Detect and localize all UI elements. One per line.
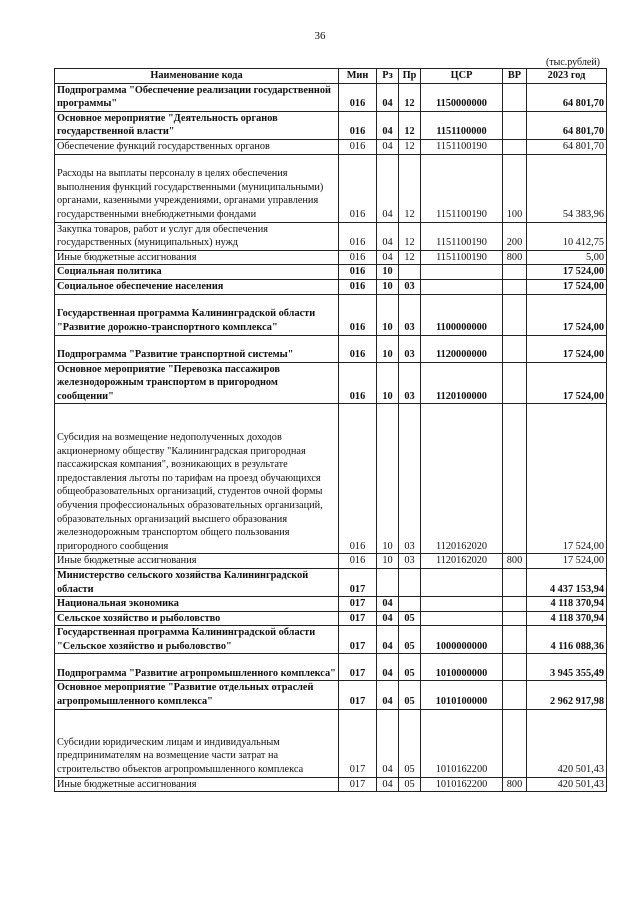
cell-name: Субсидия на возмещение недополученных доходов акционерному обществу "Калининградская пригородная пассажирская компания", возникающих в результате предоставления льготы по тарифам на проезд обучающихся общеобразовательных организаций, студентов очной формы обучения профессиональных образовательных организаций, образовательных организаций высшего образования железнодорожным транспортом общего пользования пригородного сообщения [55,404,339,554]
cell-csr: 1151100190 [421,154,503,222]
cell-name: Подпрограмма "Развитие транспортной системы" [55,335,339,362]
table-body [55,83,607,792]
cell-rz: 04 [377,709,399,777]
cell-csr [421,611,503,626]
cell-sum: 420 501,43 [527,709,607,777]
cell-vr [503,709,527,777]
cell-pr: 03 [399,362,421,404]
cell-sum: 5,00 [527,250,607,265]
table-row [55,626,607,654]
cell-vr: 100 [503,154,527,222]
cell-min: 016 [339,554,377,569]
cell-min: 017 [339,611,377,626]
cell-rz: 04 [377,626,399,654]
cell-csr: 1151100190 [421,222,503,250]
cell-csr: 1151100000 [421,111,503,139]
cell-sum: 17 524,00 [527,294,607,335]
cell-sum: 17 524,00 [527,335,607,362]
header-vr: ВР [503,69,527,84]
cell-pr: 12 [399,250,421,265]
cell-rz: 04 [377,139,399,154]
cell-csr: 1000000000 [421,626,503,654]
cell-csr: 1010162200 [421,777,503,792]
cell-name: Расходы на выплаты персоналу в целях обеспечения выполнения функций государственными (муниципальными) органами, казенными учреждениями, органами управления государственными внебюджетными фондами [55,154,339,222]
cell-vr [503,597,527,612]
cell-csr: 1150000000 [421,83,503,111]
cell-rz: 10 [377,335,399,362]
cell-name: Национальная экономика [55,597,339,612]
cell-csr: 1151100190 [421,139,503,154]
cell-name: Иные бюджетные ассигнования [55,250,339,265]
cell-rz: 04 [377,611,399,626]
cell-min: 016 [339,222,377,250]
cell-vr [503,681,527,709]
table-row [55,139,607,154]
cell-vr [503,139,527,154]
cell-pr: 12 [399,222,421,250]
cell-name: Государственная программа Калининградской области "Сельское хозяйство и рыболовство" [55,626,339,654]
table-row [55,362,607,404]
cell-pr [399,597,421,612]
cell-pr: 05 [399,611,421,626]
cell-name: Основное мероприятие "Развитие отдельных отраслей агропромышленного комплекса" [55,681,339,709]
cell-sum: 4 437 153,94 [527,568,607,596]
cell-name: Обеспечение функций государственных органов [55,139,339,154]
cell-name: Министерство сельского хозяйства Калининградской области [55,568,339,596]
cell-pr: 12 [399,83,421,111]
table-row [55,294,607,335]
cell-pr: 03 [399,404,421,554]
cell-pr: 05 [399,626,421,654]
cell-vr [503,404,527,554]
table-header-row [55,69,607,84]
cell-sum: 4 118 370,94 [527,611,607,626]
cell-name: Субсидии юридическим лицам и индивидуальным предпринимателям на возмещение части затрат на строительство объектов агропромышленного комплекса [55,709,339,777]
cell-rz: 10 [377,404,399,554]
cell-vr [503,265,527,280]
table-row [55,335,607,362]
cell-pr: 03 [399,294,421,335]
cell-rz: 04 [377,250,399,265]
cell-vr [503,294,527,335]
table-row [55,777,607,792]
cell-min: 016 [339,111,377,139]
cell-rz: 04 [377,777,399,792]
header-name: Наименование кода [55,69,339,84]
cell-min: 017 [339,568,377,596]
cell-rz: 04 [377,597,399,612]
cell-name: Иные бюджетные ассигнования [55,777,339,792]
cell-pr: 12 [399,111,421,139]
cell-sum: 3 945 355,49 [527,654,607,681]
cell-sum: 17 524,00 [527,279,607,294]
cell-sum: 64 801,70 [527,111,607,139]
cell-csr: 1120100000 [421,362,503,404]
cell-sum: 4 116 088,36 [527,626,607,654]
cell-vr [503,111,527,139]
cell-min: 016 [339,335,377,362]
cell-pr: 05 [399,777,421,792]
table-row [55,709,607,777]
cell-rz: 10 [377,554,399,569]
cell-vr [503,279,527,294]
cell-rz: 10 [377,265,399,280]
cell-csr: 1010162200 [421,709,503,777]
cell-name: Сельское хозяйство и рыболовство [55,611,339,626]
cell-min: 016 [339,265,377,280]
cell-min: 017 [339,626,377,654]
cell-rz: 04 [377,681,399,709]
cell-min: 017 [339,681,377,709]
cell-pr: 05 [399,681,421,709]
units-label: (тыс.рублей) [545,57,600,68]
cell-csr [421,597,503,612]
cell-sum: 64 801,70 [527,139,607,154]
cell-rz: 04 [377,111,399,139]
cell-min: 016 [339,362,377,404]
cell-name: Иные бюджетные ассигнования [55,554,339,569]
cell-name: Основное мероприятие "Перевозка пассажиров железнодорожным транспортом в пригородном сообщении" [55,362,339,404]
table-row [55,250,607,265]
cell-pr [399,265,421,280]
cell-min: 017 [339,709,377,777]
cell-pr: 03 [399,335,421,362]
cell-sum: 64 801,70 [527,83,607,111]
table-row [55,111,607,139]
cell-min: 016 [339,404,377,554]
table-row [55,83,607,111]
cell-name: Закупка товаров, работ и услуг для обеспечения государственных (муниципальных) нужд [55,222,339,250]
cell-vr: 800 [503,777,527,792]
cell-sum: 17 524,00 [527,554,607,569]
cell-name: Подпрограмма "Обеспечение реализации государственной программы" [55,83,339,111]
header-rz: Рз [377,69,399,84]
budget-table [54,68,607,792]
table-row [55,279,607,294]
cell-name: Подпрограмма "Развитие агропромышленного комплекса" [55,654,339,681]
table-row [55,222,607,250]
cell-sum: 17 524,00 [527,404,607,554]
cell-csr: 1120162020 [421,554,503,569]
header-csr: ЦСР [421,69,503,84]
cell-vr: 800 [503,554,527,569]
cell-csr: 1120000000 [421,335,503,362]
cell-vr [503,335,527,362]
table-row [55,654,607,681]
cell-sum: 54 383,96 [527,154,607,222]
cell-vr [503,568,527,596]
cell-rz: 04 [377,154,399,222]
cell-vr [503,83,527,111]
cell-vr: 800 [503,250,527,265]
cell-pr: 03 [399,554,421,569]
cell-csr: 1010000000 [421,654,503,681]
cell-rz: 10 [377,279,399,294]
cell-pr: 05 [399,709,421,777]
table-row [55,154,607,222]
cell-csr: 1010100000 [421,681,503,709]
cell-vr [503,611,527,626]
cell-min: 016 [339,250,377,265]
cell-sum: 10 412,75 [527,222,607,250]
cell-sum: 17 524,00 [527,265,607,280]
cell-csr: 1151100190 [421,250,503,265]
table-row [55,568,607,596]
cell-csr: 1120162020 [421,404,503,554]
cell-rz: 04 [377,222,399,250]
cell-sum: 420 501,43 [527,777,607,792]
cell-name: Государственная программа Калининградской области "Развитие дорожно-транспортного комплекса" [55,294,339,335]
cell-csr: 1100000000 [421,294,503,335]
cell-rz: 04 [377,83,399,111]
cell-pr [399,568,421,596]
cell-min: 016 [339,154,377,222]
table-row [55,554,607,569]
cell-sum: 17 524,00 [527,362,607,404]
cell-min: 016 [339,294,377,335]
cell-rz: 10 [377,362,399,404]
cell-rz [377,568,399,596]
cell-pr: 12 [399,154,421,222]
table-row [55,597,607,612]
cell-csr [421,265,503,280]
cell-min: 016 [339,83,377,111]
cell-csr [421,568,503,596]
cell-min: 017 [339,597,377,612]
cell-vr [503,362,527,404]
header-min: Мин [339,69,377,84]
page-number: 36 [314,30,326,42]
cell-vr [503,626,527,654]
header-sum: 2023 год [527,69,607,84]
cell-csr [421,279,503,294]
cell-min: 017 [339,777,377,792]
cell-min: 017 [339,654,377,681]
table-row [55,611,607,626]
table-row [55,681,607,709]
table-row [55,404,607,554]
cell-name: Социальная политика [55,265,339,280]
cell-pr: 05 [399,654,421,681]
header-pr: Пр [399,69,421,84]
cell-vr: 200 [503,222,527,250]
cell-min: 016 [339,139,377,154]
cell-sum: 2 962 917,98 [527,681,607,709]
cell-pr: 03 [399,279,421,294]
table-row [55,265,607,280]
cell-rz: 04 [377,654,399,681]
cell-pr: 12 [399,139,421,154]
cell-min: 016 [339,279,377,294]
cell-name: Социальное обеспечение населения [55,279,339,294]
cell-sum: 4 118 370,94 [527,597,607,612]
cell-rz: 10 [377,294,399,335]
cell-vr [503,654,527,681]
cell-name: Основное мероприятие "Деятельность органов государственной власти" [55,111,339,139]
